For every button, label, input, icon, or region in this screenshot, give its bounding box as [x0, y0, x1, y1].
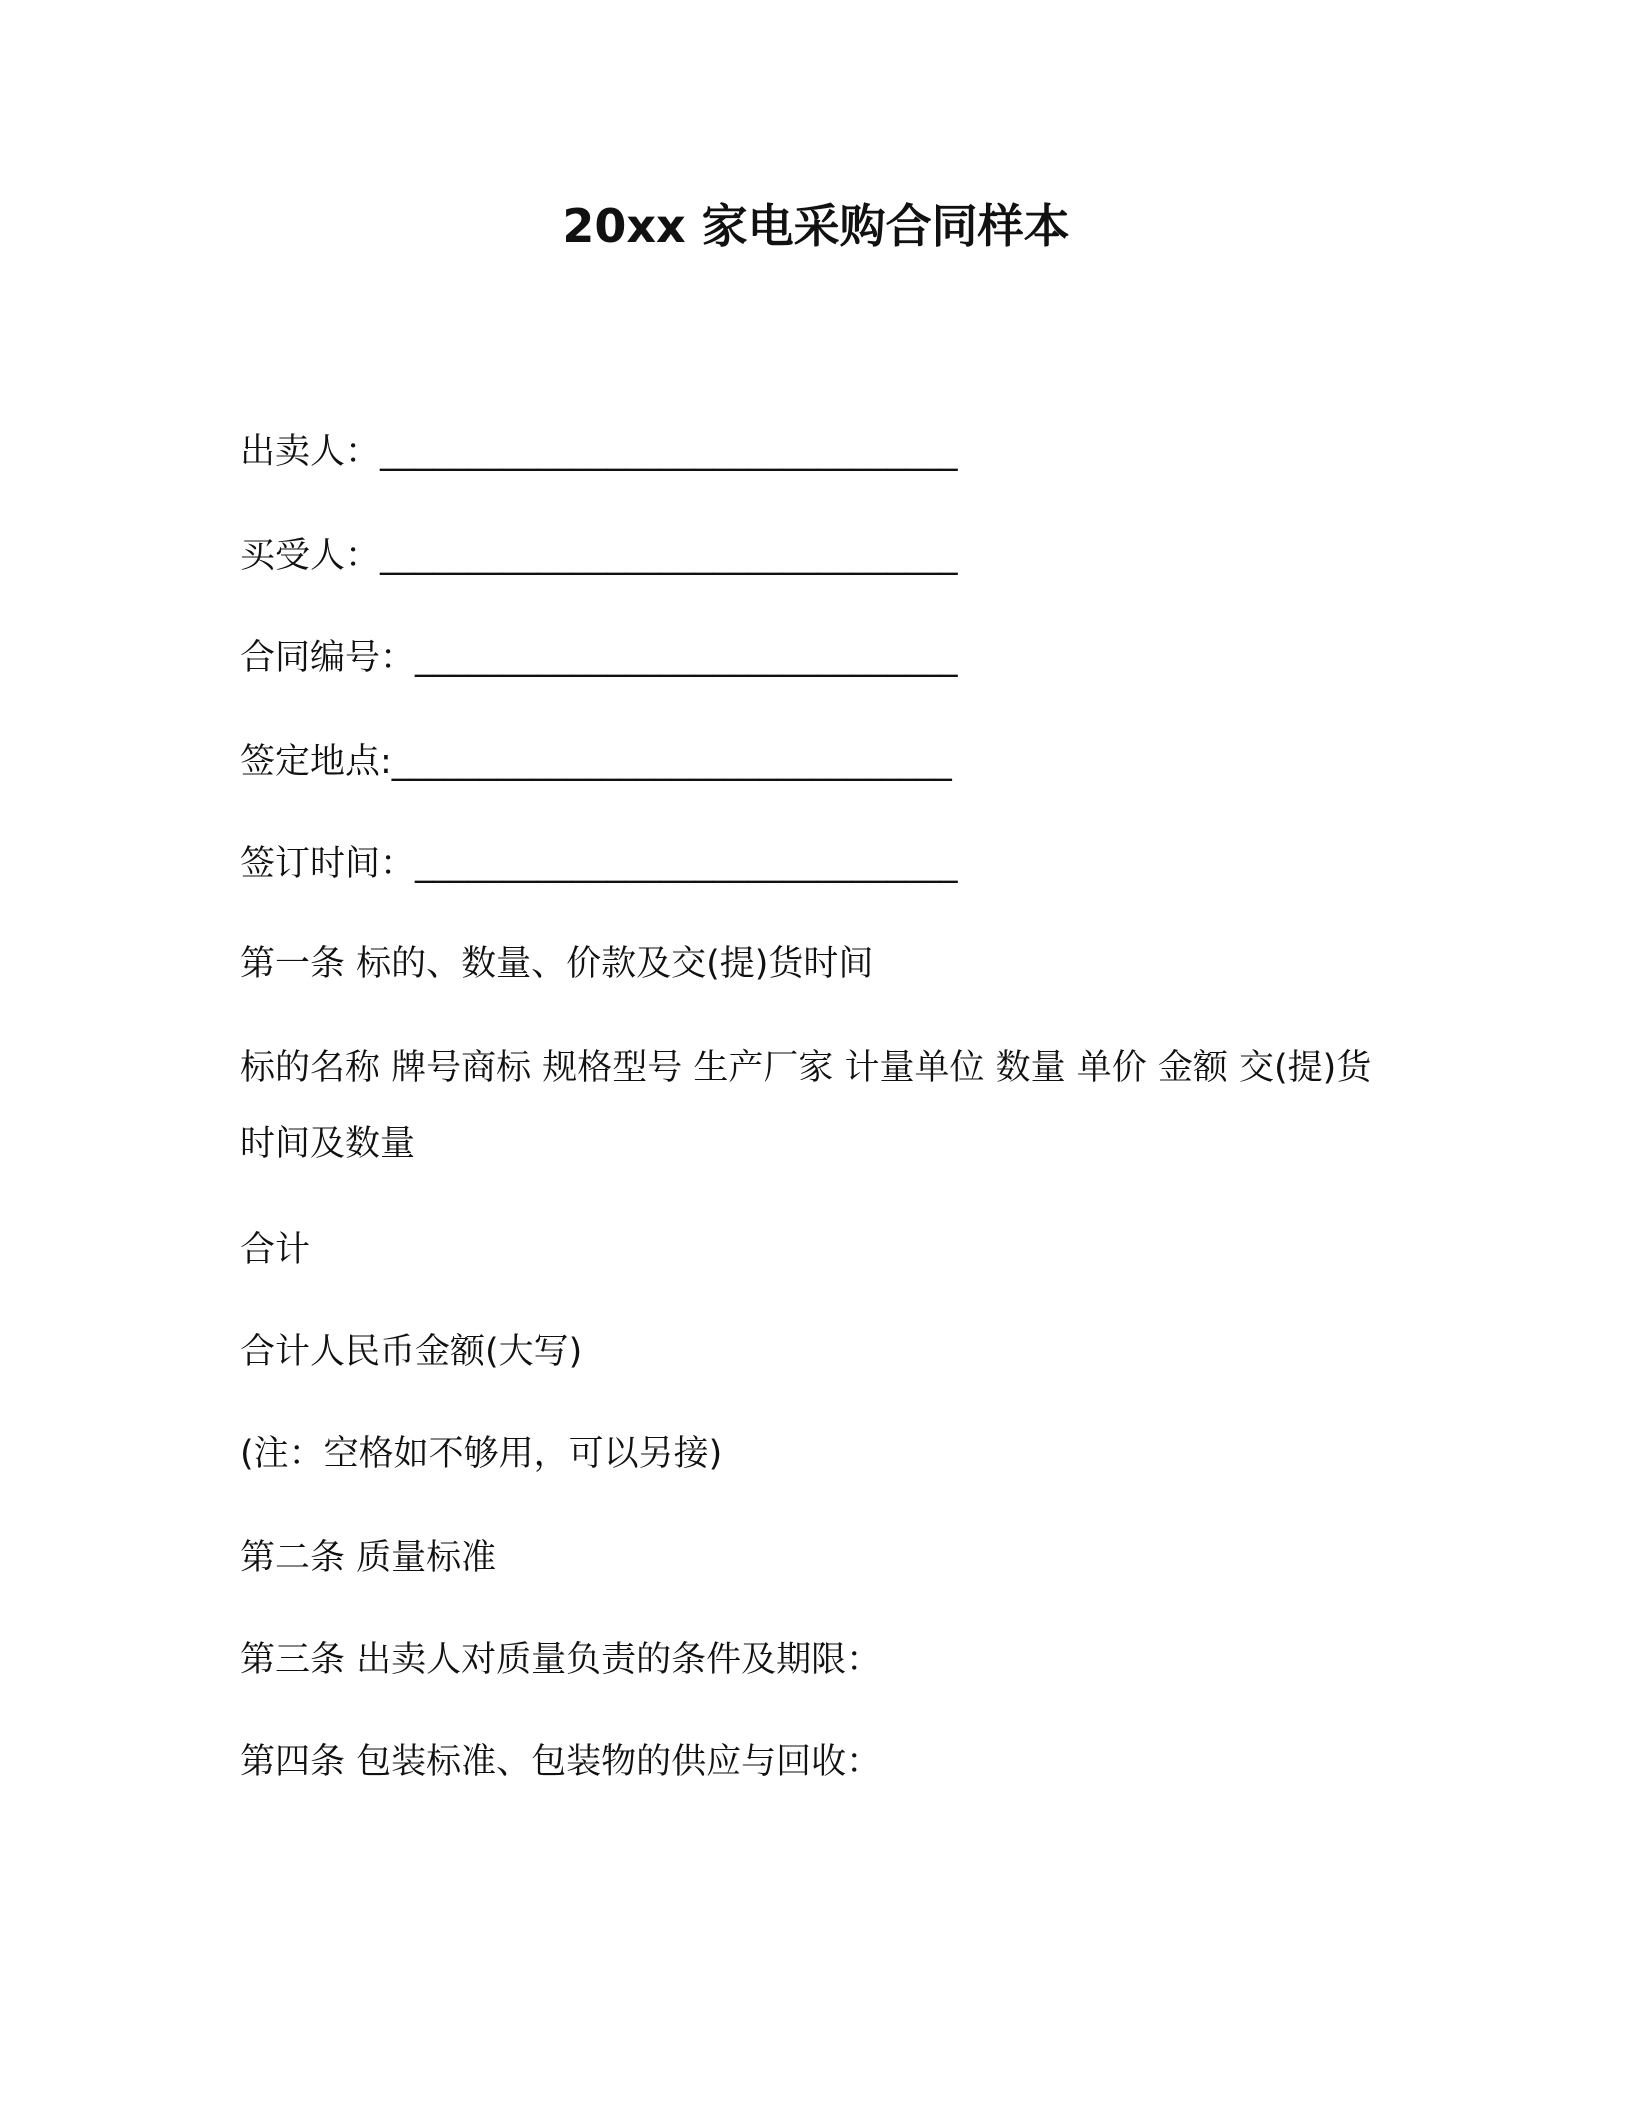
article-three-heading: 第三条 出卖人对质量负责的条件及期限：	[240, 1640, 882, 1680]
article-four-heading: 第四条 包装标准、包装物的供应与回收：	[240, 1742, 882, 1782]
item-columns-paragraph: 标的名称 牌号商标 规格型号 生产厂家 计量单位 数量 单价 金额 交(提)货时间及数量	[240, 1048, 1372, 1164]
signing-place-field-line: 签定地点:________________________________	[240, 742, 952, 782]
signing-time-field-line: 签订时间：_______________________________	[240, 844, 958, 884]
note-line: (注：空格如不够用，可以另接)	[240, 1434, 723, 1474]
seller-field-line: 出卖人：_________________________________	[240, 432, 958, 472]
total-line: 合计	[240, 1230, 311, 1270]
buyer-field-line: 买受人：_________________________________	[240, 536, 958, 576]
article-one-heading: 第一条 标的、数量、价款及交(提)货时间	[240, 944, 874, 984]
contract-number-field-line: 合同编号：_______________________________	[240, 638, 958, 678]
document-title: 20xx 家电采购合同样本	[562, 199, 1070, 253]
total-rmb-amount-line: 合计人民币金额(大写)	[240, 1332, 583, 1372]
article-two-heading: 第二条 质量标准	[240, 1538, 497, 1578]
